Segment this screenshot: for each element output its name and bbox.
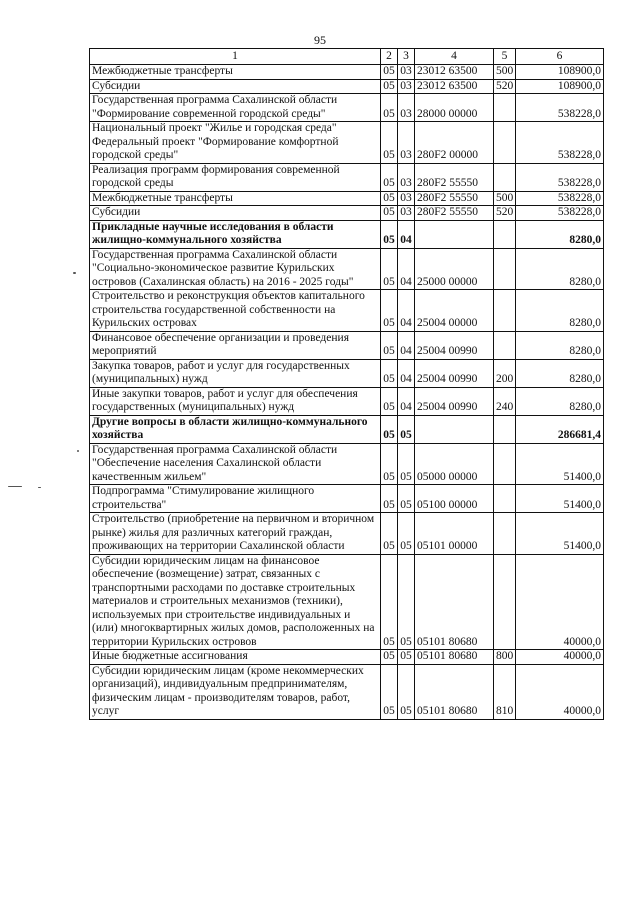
target-article-cell: 280F2 55550 xyxy=(415,191,494,206)
amount-cell: 40000,0 xyxy=(516,664,604,719)
subsection-code-cell: 05 xyxy=(398,415,415,443)
amount-cell: 538228,0 xyxy=(516,122,604,164)
amount-cell: 538228,0 xyxy=(516,94,604,122)
row-name-cell: Межбюджетные трансферты xyxy=(90,65,381,80)
table-row xyxy=(90,290,604,332)
target-article-cell: 05101 80680 xyxy=(415,664,494,719)
amount-cell: 8280,0 xyxy=(516,331,604,359)
table-row xyxy=(90,650,604,665)
target-article-cell: 05101 80680 xyxy=(415,554,494,650)
section-code-cell: 05 xyxy=(381,650,398,665)
expense-type-cell xyxy=(494,331,516,359)
amount-cell: 8280,0 xyxy=(516,290,604,332)
section-code-cell: 05 xyxy=(381,664,398,719)
section-code-cell: 05 xyxy=(381,122,398,164)
subsection-code-cell: 05 xyxy=(398,485,415,513)
target-article-cell: 23012 63500 xyxy=(415,65,494,80)
expense-type-cell xyxy=(494,485,516,513)
section-code-cell: 05 xyxy=(381,554,398,650)
target-article-cell: 23012 63500 xyxy=(415,79,494,94)
target-article-cell: 25004 00990 xyxy=(415,331,494,359)
table-row xyxy=(90,206,604,221)
amount-cell: 51400,0 xyxy=(516,443,604,485)
table-row xyxy=(90,443,604,485)
table-row xyxy=(90,220,604,248)
section-code-cell: 05 xyxy=(381,513,398,555)
row-name-cell: Другие вопросы в области жилищно-коммунального хозяйства xyxy=(90,415,381,443)
amount-cell: 51400,0 xyxy=(516,513,604,555)
target-article-cell: 280F2 55550 xyxy=(415,206,494,221)
section-code-cell: 05 xyxy=(381,248,398,290)
row-name-cell: Субсидии юридическим лицам на финансовое обеспечение (возмещение) затрат, связанных с транспортными расходами по доставке строительных материалов и строительных механизмов (техники), используемых при строительстве индивидуальных и (или) многоквартирных жилых домов, расположенных на территории Курильских островов xyxy=(90,554,381,650)
target-article-cell: 28000 00000 xyxy=(415,94,494,122)
section-code-cell: 05 xyxy=(381,191,398,206)
expense-type-cell xyxy=(494,290,516,332)
section-code-cell: 05 xyxy=(381,331,398,359)
table-row xyxy=(90,415,604,443)
subsection-code-cell: 03 xyxy=(398,65,415,80)
amount-cell: 538228,0 xyxy=(516,163,604,191)
expense-type-cell xyxy=(494,248,516,290)
section-code-cell: 05 xyxy=(381,65,398,80)
row-name-cell: Межбюджетные трансферты xyxy=(90,191,381,206)
table-row xyxy=(90,485,604,513)
row-name-cell: Закупка товаров, работ и услуг для государственных (муниципальных) нужд xyxy=(90,359,381,387)
column-header: 2 xyxy=(381,49,398,65)
subsection-code-cell: 04 xyxy=(398,220,415,248)
row-name-cell: Субсидии юридическим лицам (кроме некоммерческих организаций), индивидуальным предпринимателям, физическим лицам - производителям товаров, работ, услуг xyxy=(90,664,381,719)
subsection-code-cell: 05 xyxy=(398,554,415,650)
target-article-cell: 05000 00000 xyxy=(415,443,494,485)
budget-table xyxy=(89,48,604,720)
subsection-code-cell: 04 xyxy=(398,359,415,387)
expense-type-cell: 500 xyxy=(494,65,516,80)
column-header: 6 xyxy=(516,49,604,65)
expense-type-cell: 520 xyxy=(494,79,516,94)
expense-type-cell xyxy=(494,163,516,191)
row-name-cell: Строительство (приобретение на первичном и вторичном рынке) жилья для различных категорий граждан, проживающих на территории Сахалинской области xyxy=(90,513,381,555)
target-article-cell xyxy=(415,415,494,443)
subsection-code-cell: 03 xyxy=(398,206,415,221)
row-name-cell: Государственная программа Сахалинской области "Социально-экономическое развитие Курильских островов (Сахалинская область) на 2016 - 2025 годы" xyxy=(90,248,381,290)
amount-cell: 8280,0 xyxy=(516,220,604,248)
table-row xyxy=(90,65,604,80)
amount-cell: 40000,0 xyxy=(516,650,604,665)
subsection-code-cell: 05 xyxy=(398,650,415,665)
section-code-cell: 05 xyxy=(381,79,398,94)
expense-type-cell: 520 xyxy=(494,206,516,221)
table-row xyxy=(90,554,604,650)
subsection-code-cell: 03 xyxy=(398,94,415,122)
row-name-cell: Реализация программ формирования современной городской среды xyxy=(90,163,381,191)
expense-type-cell xyxy=(494,513,516,555)
table-row xyxy=(90,331,604,359)
section-code-cell: 05 xyxy=(381,220,398,248)
target-article-cell: 280F2 00000 xyxy=(415,122,494,164)
row-name-cell: Национальный проект "Жилье и городская среда" Федеральный проект "Формирование комфортной городской среды" xyxy=(90,122,381,164)
table-row xyxy=(90,94,604,122)
row-name-cell: Субсидии xyxy=(90,206,381,221)
row-name-cell: Государственная программа Сахалинской области "Формирование современной городской среды" xyxy=(90,94,381,122)
table-row xyxy=(90,122,604,164)
subsection-code-cell: 03 xyxy=(398,191,415,206)
section-code-cell: 05 xyxy=(381,443,398,485)
amount-cell: 108900,0 xyxy=(516,79,604,94)
row-name-cell: Иные закупки товаров, работ и услуг для обеспечения государственных (муниципальных) нужд xyxy=(90,387,381,415)
expense-type-cell: 500 xyxy=(494,191,516,206)
section-code-cell: 05 xyxy=(381,415,398,443)
column-header: 4 xyxy=(415,49,494,65)
expense-type-cell: 240 xyxy=(494,387,516,415)
scan-speck xyxy=(8,486,22,487)
subsection-code-cell: 03 xyxy=(398,122,415,164)
section-code-cell: 05 xyxy=(381,290,398,332)
section-code-cell: 05 xyxy=(381,163,398,191)
target-article-cell: 05101 00000 xyxy=(415,513,494,555)
row-name-cell: Строительство и реконструкция объектов капитального строительства государственной собственности на Курильских островах xyxy=(90,290,381,332)
row-name-cell: Прикладные научные исследования в области жилищно-коммунального хозяйства xyxy=(90,220,381,248)
section-code-cell: 05 xyxy=(381,206,398,221)
page-number: 95 xyxy=(314,33,326,47)
row-name-cell: Государственная программа Сахалинской области "Обеспечение населения Сахалинской области качественным жильем" xyxy=(90,443,381,485)
subsection-code-cell: 03 xyxy=(398,163,415,191)
expense-type-cell xyxy=(494,443,516,485)
scan-speck xyxy=(73,272,76,274)
section-code-cell: 05 xyxy=(381,359,398,387)
amount-cell: 8280,0 xyxy=(516,248,604,290)
amount-cell: 108900,0 xyxy=(516,65,604,80)
target-article-cell: 25004 00000 xyxy=(415,290,494,332)
target-article-cell: 25004 00990 xyxy=(415,359,494,387)
amount-cell: 51400,0 xyxy=(516,485,604,513)
expense-type-cell: 800 xyxy=(494,650,516,665)
subsection-code-cell: 05 xyxy=(398,513,415,555)
amount-cell: 40000,0 xyxy=(516,554,604,650)
subsection-code-cell: 04 xyxy=(398,331,415,359)
subsection-code-cell: 04 xyxy=(398,387,415,415)
column-header: 1 xyxy=(90,49,381,65)
table-header-row xyxy=(90,49,604,65)
amount-cell: 538228,0 xyxy=(516,206,604,221)
expense-type-cell xyxy=(494,415,516,443)
expense-type-cell xyxy=(494,220,516,248)
target-article-cell: 25000 00000 xyxy=(415,248,494,290)
row-name-cell: Субсидии xyxy=(90,79,381,94)
table-row xyxy=(90,513,604,555)
subsection-code-cell: 04 xyxy=(398,290,415,332)
scan-speck xyxy=(77,450,79,452)
subsection-code-cell: 04 xyxy=(398,248,415,290)
subsection-code-cell: 05 xyxy=(398,664,415,719)
column-header: 5 xyxy=(494,49,516,65)
table-row xyxy=(90,79,604,94)
expense-type-cell xyxy=(494,94,516,122)
target-article-cell: 05100 00000 xyxy=(415,485,494,513)
expense-type-cell xyxy=(494,554,516,650)
subsection-code-cell: 03 xyxy=(398,79,415,94)
table-row xyxy=(90,359,604,387)
expense-type-cell xyxy=(494,122,516,164)
amount-cell: 538228,0 xyxy=(516,191,604,206)
amount-cell: 8280,0 xyxy=(516,359,604,387)
table-row xyxy=(90,191,604,206)
amount-cell: 8280,0 xyxy=(516,387,604,415)
section-code-cell: 05 xyxy=(381,485,398,513)
table-row xyxy=(90,163,604,191)
amount-cell: 286681,4 xyxy=(516,415,604,443)
row-name-cell: Иные бюджетные ассигнования xyxy=(90,650,381,665)
table-row xyxy=(90,664,604,719)
subsection-code-cell: 05 xyxy=(398,443,415,485)
target-article-cell: 280F2 55550 xyxy=(415,163,494,191)
table-row xyxy=(90,248,604,290)
expense-type-cell: 810 xyxy=(494,664,516,719)
expense-type-cell: 200 xyxy=(494,359,516,387)
scan-speck xyxy=(38,487,41,488)
column-header: 3 xyxy=(398,49,415,65)
row-name-cell: Финансовое обеспечение организации и проведения мероприятий xyxy=(90,331,381,359)
target-article-cell: 25004 00990 xyxy=(415,387,494,415)
target-article-cell: 05101 80680 xyxy=(415,650,494,665)
target-article-cell xyxy=(415,220,494,248)
table-row xyxy=(90,387,604,415)
section-code-cell: 05 xyxy=(381,94,398,122)
row-name-cell: Подпрограмма "Стимулирование жилищного строительства" xyxy=(90,485,381,513)
section-code-cell: 05 xyxy=(381,387,398,415)
